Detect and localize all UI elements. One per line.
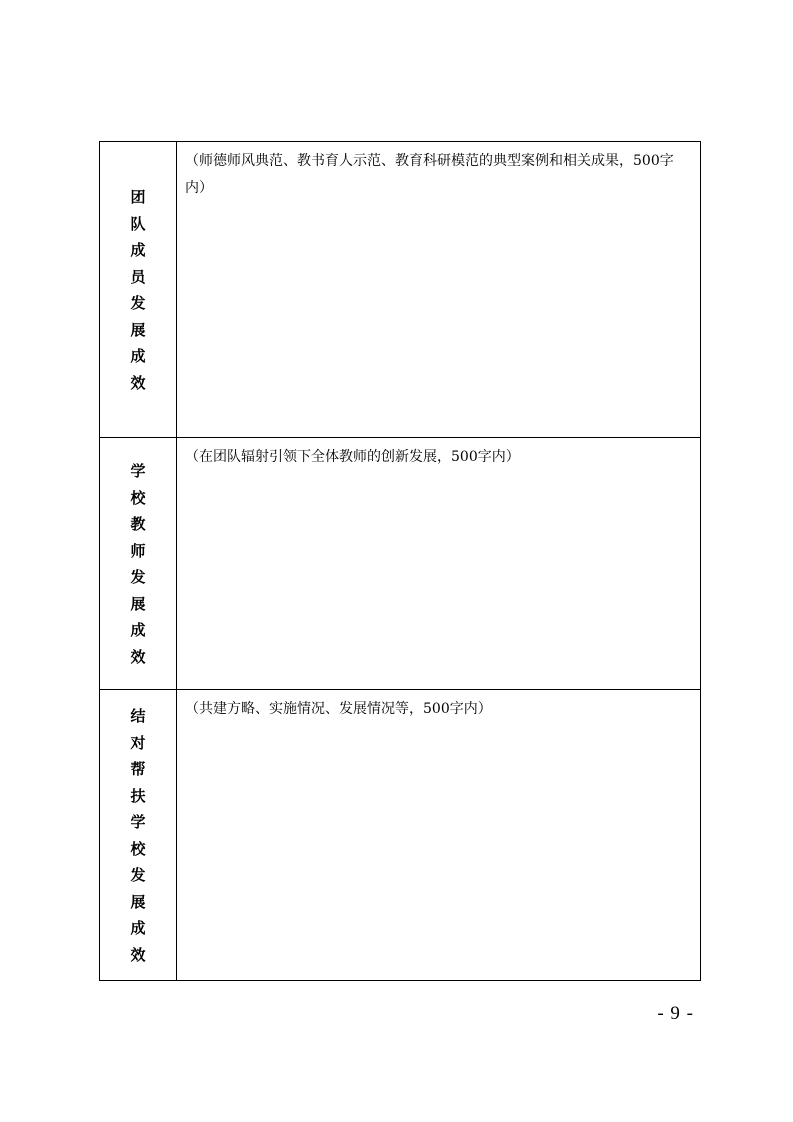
label-char: 效	[130, 373, 146, 392]
form-row-team-member-development	[100, 142, 700, 438]
row-label	[100, 690, 177, 981]
label-char: 校	[130, 839, 146, 858]
label-char: 学	[130, 813, 146, 831]
label-char: 校	[130, 488, 146, 507]
form-table	[99, 141, 701, 981]
label-char: 帮	[130, 760, 146, 778]
label-char: 学	[130, 462, 146, 480]
label-char: 效	[130, 647, 146, 666]
content-entry-area[interactable]	[177, 142, 700, 438]
label-char: 展	[130, 320, 146, 339]
label-char: 扶	[130, 786, 146, 805]
label-char: 展	[130, 892, 146, 911]
label-char: 成	[130, 621, 146, 639]
form-row-school-teacher-development	[100, 437, 700, 690]
content-entry-area[interactable]	[177, 438, 700, 690]
label-char: 队	[130, 214, 146, 233]
content-entry-area[interactable]	[177, 690, 700, 981]
label-char: 对	[130, 733, 146, 752]
row-label	[100, 438, 177, 690]
label-char: 成	[130, 919, 146, 937]
label-char: 师	[130, 541, 146, 560]
label-char: 成	[130, 241, 146, 259]
label-char: 展	[130, 594, 146, 613]
label-char: 效	[130, 945, 146, 964]
page-number: - 9 -	[657, 1003, 694, 1024]
row-label	[100, 142, 177, 438]
label-char: 成	[130, 347, 146, 365]
label-char: 发	[130, 866, 146, 884]
label-char: 发	[130, 568, 146, 586]
label-char: 员	[130, 267, 146, 286]
instruction-hint: （师德师风典范、教书育人示范、教育科研模范的典型案例和相关成果，500字内）	[185, 153, 674, 196]
label-char: 教	[130, 515, 146, 533]
instruction-hint: （共建方略、实施情况、发展情况等，500字内）	[185, 701, 492, 717]
label-char: 团	[130, 188, 146, 206]
instruction-hint: （在团队辐射引领下全体教师的创新发展，500字内）	[185, 449, 520, 465]
label-char: 结	[130, 707, 146, 725]
form-row-paired-school-development	[100, 689, 700, 981]
label-char: 发	[130, 294, 146, 312]
